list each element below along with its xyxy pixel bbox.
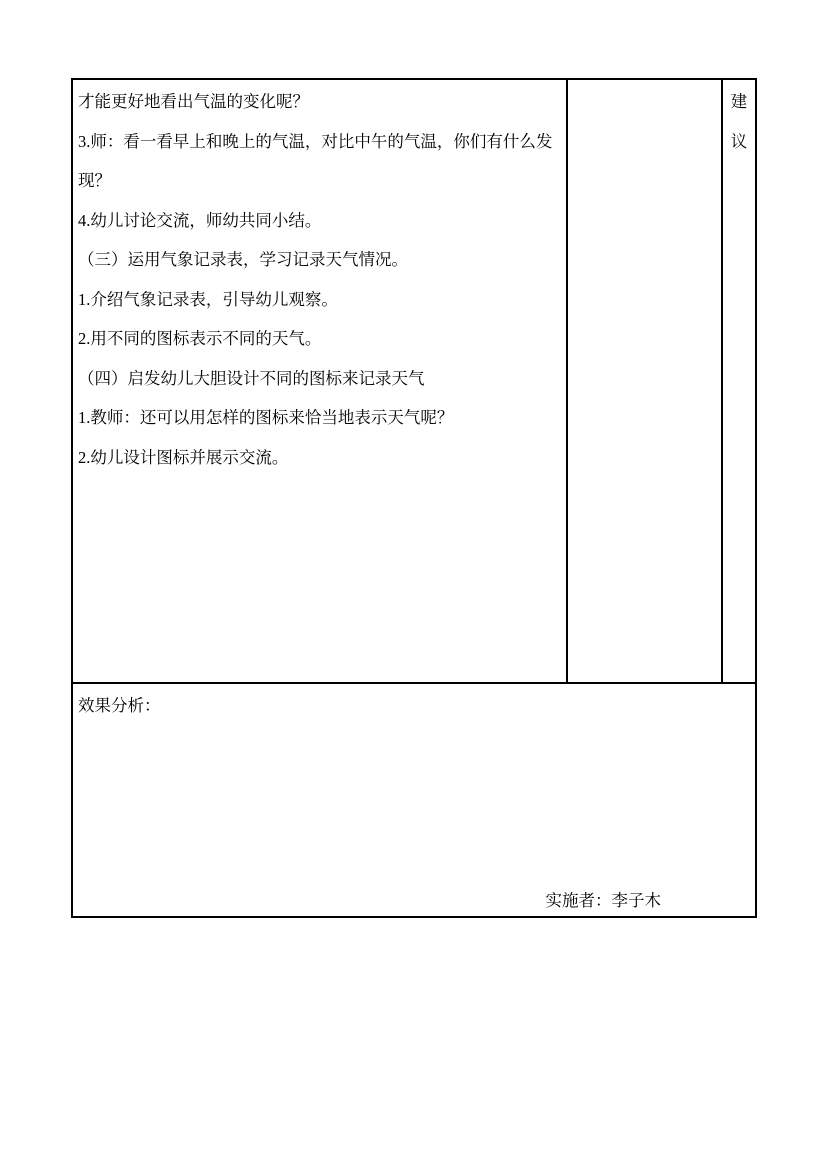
activity-step-line: （三）运用气象记录表，学习记录天气情况。	[78, 250, 408, 269]
implementer-label: 实施者：李子木	[545, 891, 661, 910]
effect-analysis-label: 效果分析：	[78, 696, 161, 715]
effect-analysis-row	[73, 684, 755, 914]
notes-cell	[568, 80, 723, 682]
activity-row	[73, 80, 755, 684]
suggestion-label: 建议	[730, 92, 748, 151]
activity-step-line: 才能更好地看出气温的变化呢？	[78, 92, 309, 111]
lesson-plan-table	[71, 78, 757, 918]
activity-step-line: 4.幼儿讨论交流，师幼共同小结。	[78, 210, 322, 230]
activity-step-line: 3.师：看一看早上和晚上的气温，对比中午的气温，你们有什么发	[78, 131, 553, 151]
activity-step-line: （四）启发幼儿大胆设计不同的图标来记录天气	[78, 368, 425, 388]
activity-step-line: 2.幼儿设计图标并展示交流。	[78, 447, 289, 467]
activity-step-line: 2.用不同的图标表示不同的天气。	[78, 329, 322, 348]
suggestion-cell	[723, 80, 755, 682]
activity-step-line: 现？	[78, 171, 111, 190]
activity-steps-cell	[73, 80, 568, 682]
activity-step-line: 1.教师：还可以用怎样的图标来恰当地表示天气呢？	[78, 408, 454, 427]
activity-step-line: 1.介绍气象记录表，引导幼儿观察。	[78, 289, 338, 309]
